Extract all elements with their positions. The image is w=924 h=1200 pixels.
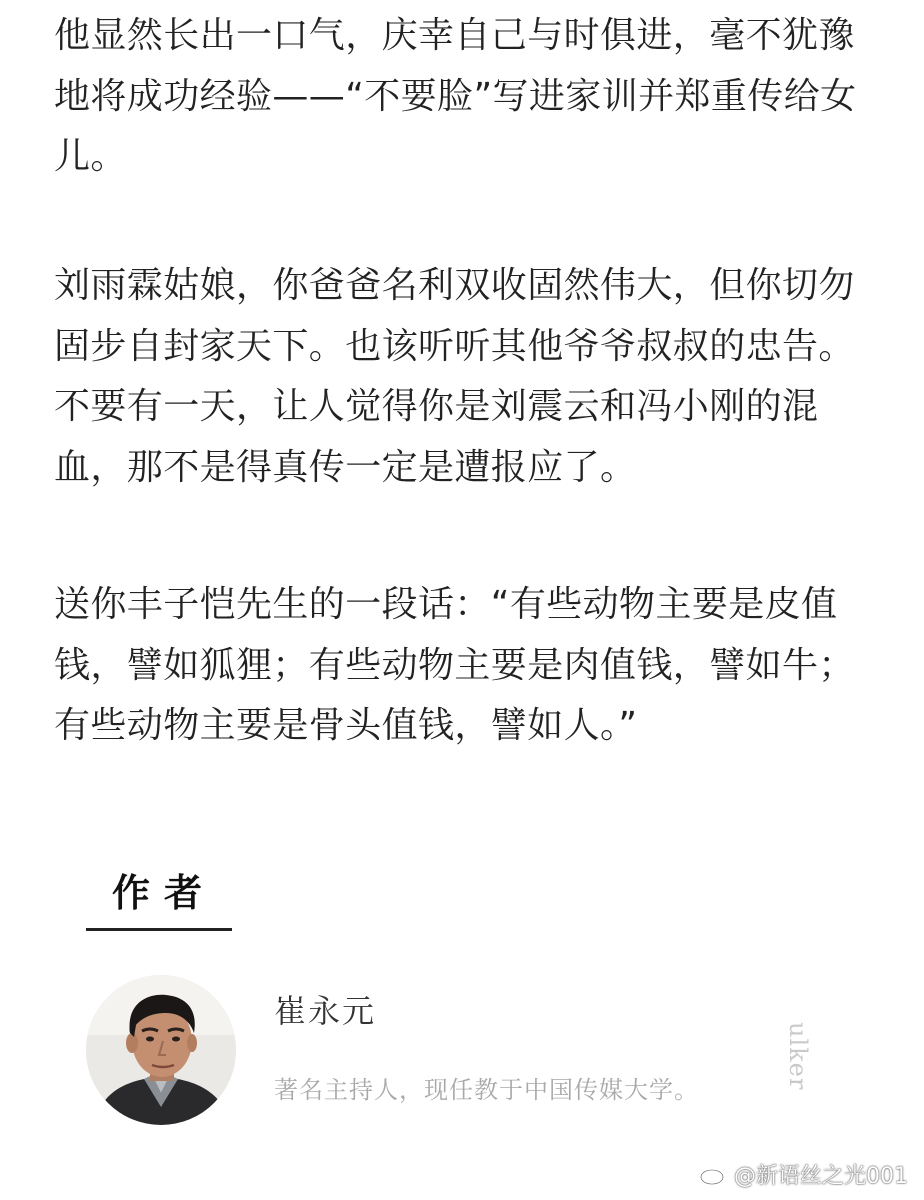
- author-name: 崔永元: [274, 992, 377, 1030]
- author-heading-underline: [86, 928, 232, 931]
- article-paragraph-3: 送你丰子恺先生的一段话：“有些动物主要是皮值 钱，譬如狐狸；有些动物主要是肉值钱，譬如牛； 有些动物主要是骨头值钱，譬如人。”: [54, 584, 855, 746]
- author-section-heading: 作者: [112, 871, 217, 915]
- weibo-watermark: [700, 1158, 908, 1190]
- watermark-text: @新语丝之光001: [734, 1163, 908, 1189]
- author-bio: 著名主持人，现任教于中国传媒大学。: [274, 1076, 699, 1104]
- article-paragraph-1: 他显然长出一口气，庆幸自己与时俱进，毫不犹豫 地将成功经验——“不要脸”写进家训并郑重传给女 儿。: [54, 15, 857, 177]
- weibo-logo-icon: [700, 1163, 728, 1185]
- author-avatar: [86, 975, 236, 1125]
- article-paragraph-2: 刘雨霖姑娘，你爸爸名利双收固然伟大，但你切勿 固步自封家天下。也该听听其他爷爷叔叔的忠告。 不要有一天，让人觉得你是刘震云和冯小刚的混 血，那不是得真传一定是遭报应了。: [54, 265, 855, 488]
- author-portrait-image: [86, 975, 236, 1125]
- side-watermark-text: ulker: [784, 1022, 812, 1091]
